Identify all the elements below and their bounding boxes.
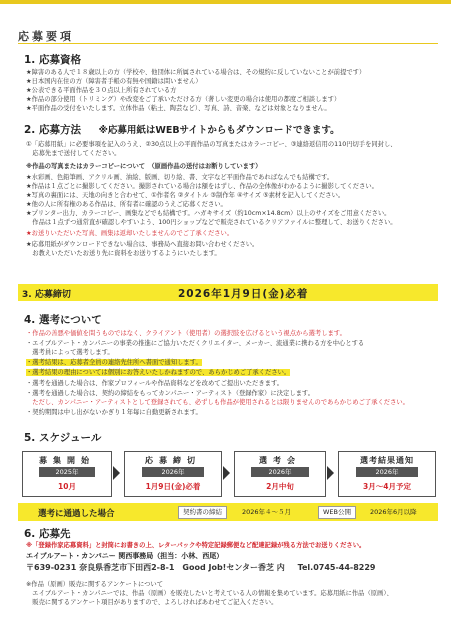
- s2-note: ★他の人に所有権のある作品は、所有者に確認のうえご応募ください。: [26, 201, 227, 208]
- s2-note: ★応募用紙がダウンロードできない場合は、事務局へ直接お問い合わせください。: [26, 241, 259, 248]
- address-line: [26, 562, 376, 573]
- step-heading: 募集開始: [39, 456, 95, 465]
- section-6-heading: 6. 応募先: [24, 528, 71, 540]
- section-2-title: 2. 応募方法: [24, 124, 81, 136]
- s4-line: ・エイブルアート・カンパニーの事業の推進にご協力いただくクリエイター、メーカー、流通業に携わる方を中心とする: [26, 340, 365, 347]
- pass-schedule-bar: [18, 503, 438, 521]
- survey-line: 販売に関するアンケート項目がありますので、よろしければあわせてご記入ください。: [26, 599, 278, 606]
- step-heading: 選考会: [259, 456, 301, 465]
- s2-note: ★水彩画、色鉛筆画、アクリル画、油絵、版画、切り絵、書、文字など平面作品であればなんでも結構です。: [26, 174, 334, 181]
- step-date: 2月中旬: [266, 482, 294, 491]
- s2-note-warning: ★お送りいただいた写真、画集は返却いたしませんのでご了承ください。: [26, 230, 234, 237]
- s1-line: ★平面作品の受付をいたします。立体作品（粘土、陶芸など）、写真、詩、音楽、などは対象となりません。: [26, 105, 331, 112]
- schedule-step-result: [338, 451, 436, 497]
- web-date: 2026年6月以降: [370, 508, 417, 516]
- section-5-heading: 5. スケジュール: [24, 432, 102, 444]
- highlighted-result-notice: ・選考結果は、応募者全員の連絡先住所へ書面で通知します。: [26, 359, 202, 366]
- s4-line: 選考員によって選考します。: [26, 349, 114, 356]
- page-title: 応募要項: [18, 30, 74, 43]
- s2-line: ①「応募用紙」に必要事項を記入のうえ、②30点以上の平面作品の写真またはカラーコピー、③連絡返信用の110円切手を同封し、: [26, 141, 397, 148]
- s4-line: ・作品の善悪や価値を問うものではなく、クライアント（使用者）の選択肢を広げるという視点から選考します。: [26, 330, 346, 337]
- s4-line-highlight: [26, 368, 290, 377]
- web-box: WEB公開: [318, 506, 356, 519]
- s2-note: お教えいただいたお送り先に資料をお送りするようにいたします。: [26, 250, 221, 257]
- s2-note: ★作品は１点ごとに撮影してください。撮影されている場合は額をはずし、作品の全体像がわかるように撮影してください。: [26, 183, 378, 190]
- contract-date: 2026年４〜５月: [242, 508, 292, 516]
- s2-note: ★プリンター出力、カラーコピー、画集などでも結構です。ハガキサイズ（約10cm×14.8cm）以上のサイズをご用意ください。: [26, 210, 391, 217]
- deadline-date: 2026年1月9日(金)必着: [178, 288, 309, 300]
- organization-name: エイブルアート・カンパニー 関西事務局（担当：小林、西尾）: [26, 552, 224, 560]
- s4-line: ・契約期間は中し出がないかぎり１年毎に自動更新されます。: [26, 409, 202, 416]
- mailing-note: ※「登録作家応募資料」と封筒にお書きの上、レターパックや特定記録郵便など配達記録が残る方法でお送りください。: [26, 542, 366, 549]
- s2-note: 作品は１点ずつ通常直が確認しやすいよう、100円ショップなどで販売されているクリアファイルに整理して、お送りください。: [26, 219, 397, 226]
- arrow-right-icon: [113, 466, 120, 480]
- s4-line: ・選考を通過した場合は、作家プロフィールや作品資料などを改めてご提出いただきます。: [26, 380, 284, 387]
- top-accent-line: [0, 0, 451, 4]
- section-4-heading: 4. 選考について: [24, 314, 102, 326]
- survey-line: エイブルアート・カンパニーでは、作品（原画）を販売したいと考えている人の情報を集めています。応募用紙に作品（原画）、: [26, 590, 393, 597]
- step-heading: 応募締切: [145, 456, 201, 465]
- s2-line: 応募先まで送付してください。: [26, 150, 121, 157]
- step-year: 2026年: [356, 467, 417, 477]
- survey-title: ※作品（原画）販売に関するアンケートについて: [26, 581, 164, 588]
- schedule-step-recruit: [22, 451, 112, 497]
- s1-line: ★作品の部分使用（トリミング）や改変をご了承いただける方（著しい変更の場合は使用の都度ご相談します）: [26, 96, 341, 103]
- step-date: 10月: [58, 482, 76, 491]
- highlighted-reason-notice: ・選考結果の理由については個別にお答えいたしかねますので、あらかじめご了承ください。: [26, 369, 291, 376]
- title-underline: [18, 43, 438, 44]
- s4-line-highlight: [26, 358, 202, 367]
- schedule-step-deadline: [124, 451, 222, 497]
- s4-line: ・選考を通過した場合は、契約の締結をもってカンパニー・アーティスト（登録作家）に決定します。: [26, 390, 315, 397]
- section-2-heading: [24, 122, 340, 137]
- s2-note-title: ※作品の写真またはカラーコピーについて （原画作品の送付はお断りしています）: [26, 163, 262, 170]
- step-year: 2026年: [251, 467, 309, 477]
- section-1-heading: 1. 応募資格: [24, 54, 81, 66]
- schedule-step-review: [234, 451, 326, 497]
- s1-line: ★障害のある人で１８歳以上の方（学校や、他団体に所属されている場合は、その規約に反していないことが前提です）: [26, 69, 366, 76]
- arrow-right-icon: [223, 466, 230, 480]
- download-note: ※応募用紙はWEBサイトからもダウンロードできます。: [98, 125, 340, 136]
- address: 〒639-0231 奈良県香芝市下田西2-8-1 Good Job!センター香芝 内: [26, 563, 285, 572]
- step-heading: 選考結果通知: [360, 456, 414, 465]
- s1-line: ★日本国内在住の方（障害者手帳の有無や国籍は問いません）: [26, 78, 202, 85]
- contract-box: 契約書の締結: [178, 506, 227, 519]
- arrow-right-icon: [327, 466, 334, 480]
- telephone: Tel.0745-44-8229: [297, 563, 376, 572]
- pass-label: 選考に通過した場合: [38, 509, 115, 519]
- s2-note: ★写真の裏面には、天地の向きと合わせて、①作者名 ②タイトル ③制作年 ④サイズ ⑤素材を記入してください。: [26, 192, 345, 199]
- step-year: 2025年: [39, 467, 95, 477]
- s1-line: ★公表できる平面作品を３０点以上所有されている方: [26, 87, 177, 94]
- step-year: 2026年: [142, 467, 203, 477]
- section-3-label: 3. 応募締切: [22, 290, 71, 300]
- step-date: 3月〜4月予定: [363, 482, 411, 491]
- step-date: 1月9日(金)必着: [145, 482, 201, 491]
- s4-line-warning: ただし、カンパニー・アーティストとして登録されても、必ずしも作品が使用されるとは限りませんのであらかじめご了承ください。: [26, 399, 409, 406]
- deadline-band: [18, 284, 438, 301]
